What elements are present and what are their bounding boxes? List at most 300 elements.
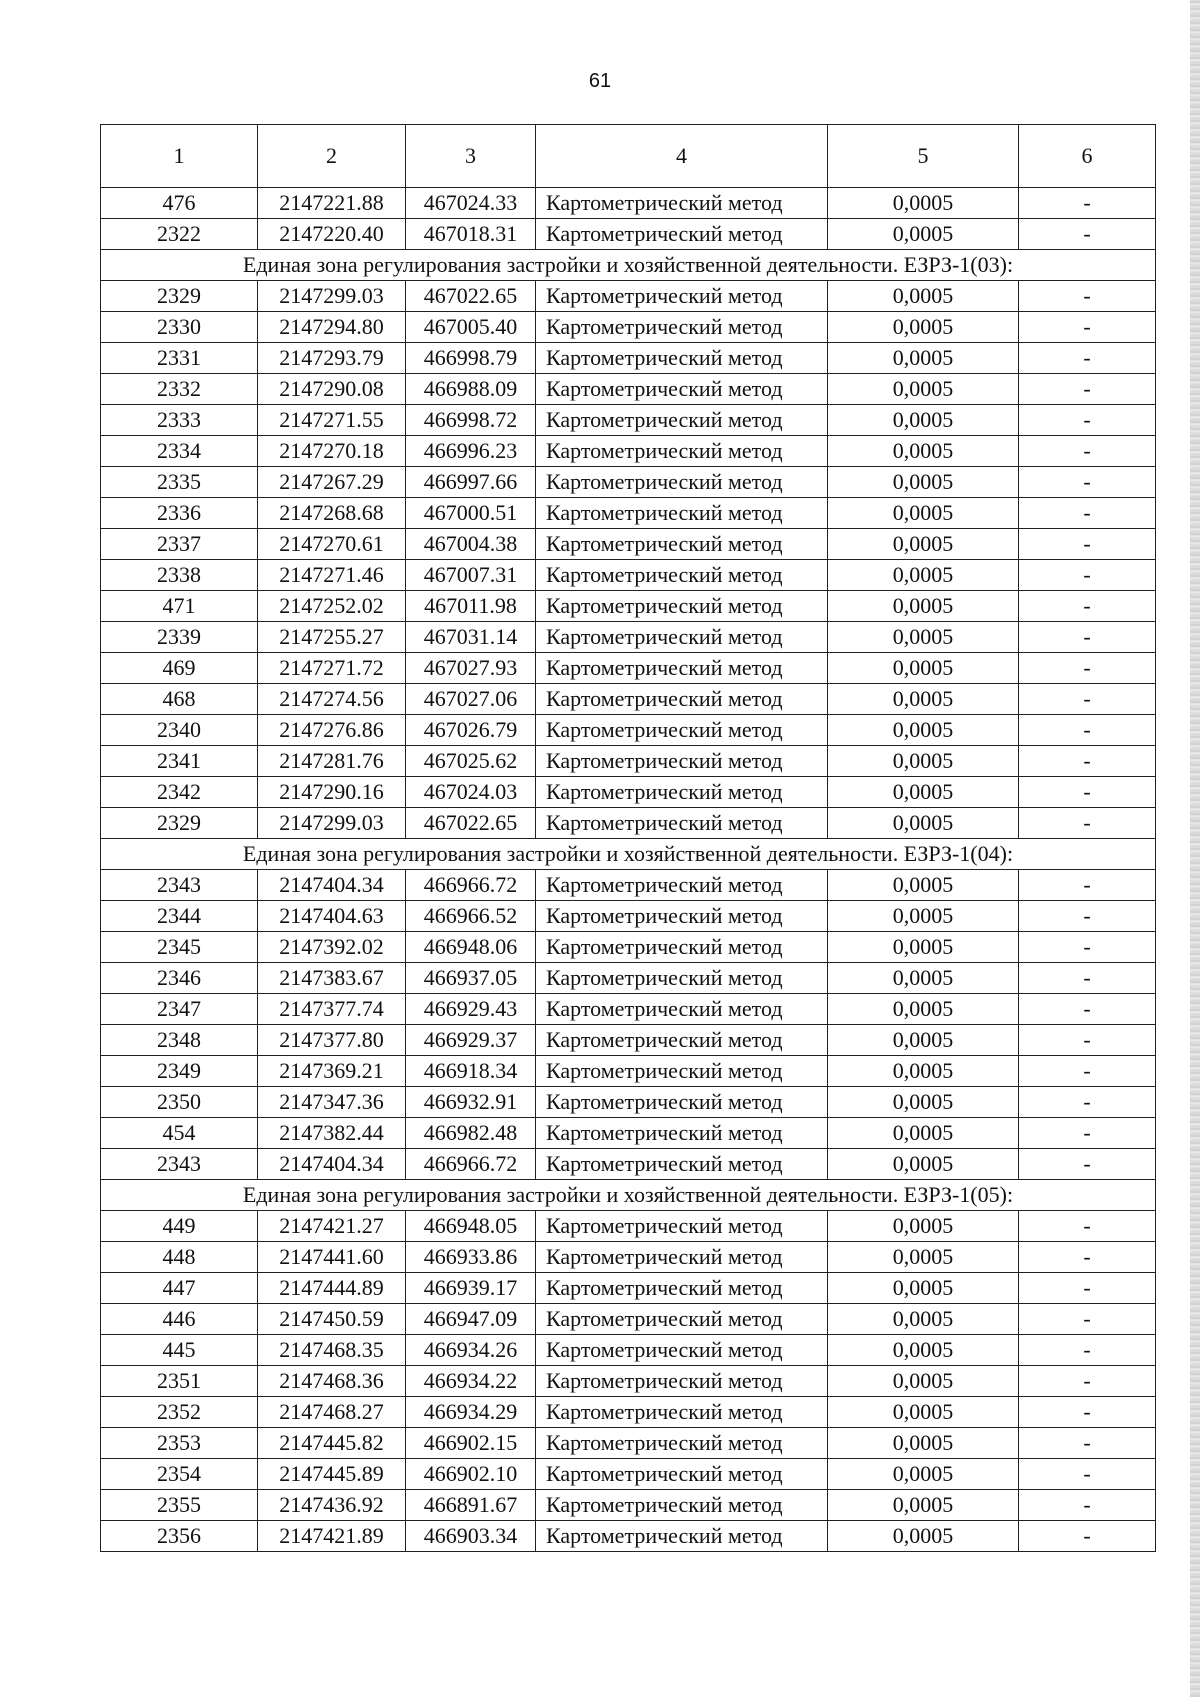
table-cell: 2147294.80 (258, 312, 406, 343)
table-cell: 0,0005 (828, 1118, 1019, 1149)
table-cell: 2333 (101, 405, 258, 436)
table-cell: 467007.31 (406, 560, 536, 591)
table-cell: - (1019, 467, 1156, 498)
table-cell: 466934.29 (406, 1397, 536, 1428)
table-cell: 2345 (101, 932, 258, 963)
table-cell: - (1019, 591, 1156, 622)
table-row (101, 1149, 1156, 1180)
coordinates-table (100, 124, 1156, 1552)
table-cell: 466966.72 (406, 1149, 536, 1180)
table-cell: 0,0005 (828, 963, 1019, 994)
table-cell: 2147436.92 (258, 1490, 406, 1521)
table-cell: Картометрический метод (536, 715, 828, 746)
column-header: 3 (406, 125, 536, 188)
table-cell: - (1019, 374, 1156, 405)
table-row (101, 715, 1156, 746)
table-cell: 454 (101, 1118, 258, 1149)
table-cell: - (1019, 1242, 1156, 1273)
table-cell: 2147468.35 (258, 1335, 406, 1366)
table-cell: 2332 (101, 374, 258, 405)
table-cell: 466934.26 (406, 1335, 536, 1366)
table-cell: - (1019, 870, 1156, 901)
table-cell: 0,0005 (828, 746, 1019, 777)
table-row (101, 467, 1156, 498)
table-cell: 2147421.27 (258, 1211, 406, 1242)
table-cell: 471 (101, 591, 258, 622)
table-row (101, 374, 1156, 405)
table-cell: 466948.06 (406, 932, 536, 963)
table-cell: 0,0005 (828, 684, 1019, 715)
table-cell: 2346 (101, 963, 258, 994)
table-cell: 466937.05 (406, 963, 536, 994)
table-cell: Картометрический метод (536, 684, 828, 715)
table-cell: 2147421.89 (258, 1521, 406, 1552)
table-cell: 0,0005 (828, 529, 1019, 560)
table-cell: 0,0005 (828, 219, 1019, 250)
table-cell: 466939.17 (406, 1273, 536, 1304)
table-cell: 2347 (101, 994, 258, 1025)
table-row (101, 746, 1156, 777)
table-cell: 0,0005 (828, 901, 1019, 932)
table-cell: 466998.72 (406, 405, 536, 436)
table-cell: 2336 (101, 498, 258, 529)
table-cell: 0,0005 (828, 1521, 1019, 1552)
table-row (101, 498, 1156, 529)
table-cell: 466902.15 (406, 1428, 536, 1459)
table-row (101, 343, 1156, 374)
table-cell: 2147404.34 (258, 870, 406, 901)
table-cell: - (1019, 715, 1156, 746)
table-cell: Картометрический метод (536, 994, 828, 1025)
table-cell: - (1019, 994, 1156, 1025)
table-cell: 466998.79 (406, 343, 536, 374)
table-row (101, 777, 1156, 808)
table-cell: Картометрический метод (536, 1304, 828, 1335)
table-cell: 0,0005 (828, 622, 1019, 653)
table-cell: Картометрический метод (536, 1118, 828, 1149)
table-cell: 476 (101, 188, 258, 219)
table-cell: - (1019, 1087, 1156, 1118)
table-row (101, 1273, 1156, 1304)
table-cell: Картометрический метод (536, 436, 828, 467)
table-row (101, 1242, 1156, 1273)
table-cell: 2147281.76 (258, 746, 406, 777)
table-cell: 0,0005 (828, 312, 1019, 343)
table-cell: 0,0005 (828, 994, 1019, 1025)
table-cell: Картометрический метод (536, 1056, 828, 1087)
table-cell: - (1019, 1490, 1156, 1521)
table-cell: 2147274.56 (258, 684, 406, 715)
table-cell: 2147445.82 (258, 1428, 406, 1459)
table-cell: 2147221.88 (258, 188, 406, 219)
table-cell: 0,0005 (828, 1366, 1019, 1397)
table-row (101, 405, 1156, 436)
table-row (101, 219, 1156, 250)
table-cell: 0,0005 (828, 653, 1019, 684)
table-cell: 467022.65 (406, 281, 536, 312)
table-cell: 467024.03 (406, 777, 536, 808)
table-cell: Картометрический метод (536, 870, 828, 901)
table-cell: Картометрический метод (536, 1366, 828, 1397)
table-cell: 467027.93 (406, 653, 536, 684)
table-cell: Картометрический метод (536, 777, 828, 808)
table-cell: 2329 (101, 808, 258, 839)
table-cell: - (1019, 932, 1156, 963)
table-row (101, 591, 1156, 622)
table-cell: Картометрический метод (536, 622, 828, 653)
table-cell: 2147271.46 (258, 560, 406, 591)
table-cell: 0,0005 (828, 1397, 1019, 1428)
table-cell: Картометрический метод (536, 560, 828, 591)
table-cell: 2147270.18 (258, 436, 406, 467)
section-title-row (101, 250, 1156, 281)
table-cell: Картометрический метод (536, 653, 828, 684)
column-header: 6 (1019, 125, 1156, 188)
table-cell: - (1019, 219, 1156, 250)
table-cell: - (1019, 188, 1156, 219)
table-cell: 467005.40 (406, 312, 536, 343)
table-cell: - (1019, 343, 1156, 374)
table-cell: - (1019, 1056, 1156, 1087)
table-cell: Картометрический метод (536, 1211, 828, 1242)
table-cell: 2342 (101, 777, 258, 808)
table-cell: 0,0005 (828, 374, 1019, 405)
table-row (101, 1304, 1156, 1335)
table-cell: 448 (101, 1242, 258, 1273)
table-cell: 2147382.44 (258, 1118, 406, 1149)
table-row (101, 1025, 1156, 1056)
table-cell: 468 (101, 684, 258, 715)
table-cell: Картометрический метод (536, 1428, 828, 1459)
table-cell: - (1019, 529, 1156, 560)
table-row (101, 1521, 1156, 1552)
table-cell: 2349 (101, 1056, 258, 1087)
table-cell: 2147290.08 (258, 374, 406, 405)
table-cell: 2147270.61 (258, 529, 406, 560)
table-cell: 2147268.68 (258, 498, 406, 529)
table-cell: 0,0005 (828, 715, 1019, 746)
table-cell: 2344 (101, 901, 258, 932)
table-cell: 447 (101, 1273, 258, 1304)
table-cell: Картометрический метод (536, 1273, 828, 1304)
table-cell: 2322 (101, 219, 258, 250)
table-cell: 0,0005 (828, 436, 1019, 467)
table-row (101, 188, 1156, 219)
table-row (101, 1428, 1156, 1459)
table-cell: Картометрический метод (536, 405, 828, 436)
table-row (101, 622, 1156, 653)
table-cell: 2338 (101, 560, 258, 591)
table-cell: Картометрический метод (536, 312, 828, 343)
section-title: Единая зона регулирования застройки и хозяйственной деятельности. ЕЗРЗ-1(04): (101, 839, 1156, 870)
section-title: Единая зона регулирования застройки и хозяйственной деятельности. ЕЗРЗ-1(03): (101, 250, 1156, 281)
table-cell: - (1019, 498, 1156, 529)
table-row (101, 1459, 1156, 1490)
table-cell: Картометрический метод (536, 932, 828, 963)
table-cell: 2147271.55 (258, 405, 406, 436)
table-cell: 2343 (101, 1149, 258, 1180)
table-cell: 2147444.89 (258, 1273, 406, 1304)
table-row (101, 994, 1156, 1025)
table-cell: - (1019, 1149, 1156, 1180)
table-cell: 2147267.29 (258, 467, 406, 498)
table-row (101, 1056, 1156, 1087)
table-cell: 466903.34 (406, 1521, 536, 1552)
table-header-row (101, 125, 1156, 188)
table-cell: 0,0005 (828, 1459, 1019, 1490)
table-cell: Картометрический метод (536, 498, 828, 529)
table-cell: - (1019, 1459, 1156, 1490)
table-cell: 2147377.80 (258, 1025, 406, 1056)
table-row (101, 560, 1156, 591)
table-cell: - (1019, 1521, 1156, 1552)
table-cell: Картометрический метод (536, 1087, 828, 1118)
table-cell: Картометрический метод (536, 746, 828, 777)
table-cell: - (1019, 312, 1156, 343)
table-cell: 466932.91 (406, 1087, 536, 1118)
table-cell: 2147377.74 (258, 994, 406, 1025)
table-cell: 466902.10 (406, 1459, 536, 1490)
table-cell: 2147347.36 (258, 1087, 406, 1118)
table-cell: - (1019, 1118, 1156, 1149)
table-cell: 0,0005 (828, 777, 1019, 808)
table-cell: 2351 (101, 1366, 258, 1397)
table-cell: - (1019, 1428, 1156, 1459)
column-header: 1 (101, 125, 258, 188)
table-cell: Картометрический метод (536, 1025, 828, 1056)
table-cell: 2147441.60 (258, 1242, 406, 1273)
table-cell: 445 (101, 1335, 258, 1366)
table-row (101, 436, 1156, 467)
table-cell: 2330 (101, 312, 258, 343)
table-cell: Картометрический метод (536, 1149, 828, 1180)
table-cell: 2147468.36 (258, 1366, 406, 1397)
table-cell: - (1019, 1211, 1156, 1242)
table-cell: 0,0005 (828, 1149, 1019, 1180)
table-cell: 2335 (101, 467, 258, 498)
table-cell: 0,0005 (828, 1335, 1019, 1366)
table-cell: 467027.06 (406, 684, 536, 715)
section-title-row (101, 839, 1156, 870)
table-row (101, 1211, 1156, 1242)
table-cell: 2343 (101, 870, 258, 901)
table-cell: - (1019, 808, 1156, 839)
table-cell: 0,0005 (828, 1304, 1019, 1335)
table-cell: 466933.86 (406, 1242, 536, 1273)
table-cell: 467004.38 (406, 529, 536, 560)
table-cell: 2329 (101, 281, 258, 312)
table-cell: 467025.62 (406, 746, 536, 777)
table-cell: 466948.05 (406, 1211, 536, 1242)
table-cell: 466929.37 (406, 1025, 536, 1056)
table-cell: 2147290.16 (258, 777, 406, 808)
table-cell: 0,0005 (828, 1211, 1019, 1242)
table-cell: 466929.43 (406, 994, 536, 1025)
table-cell: 467000.51 (406, 498, 536, 529)
table-cell: Картометрический метод (536, 963, 828, 994)
table-cell: 467022.65 (406, 808, 536, 839)
table-cell: - (1019, 1273, 1156, 1304)
table-cell: 2356 (101, 1521, 258, 1552)
table-row (101, 808, 1156, 839)
table-cell: 0,0005 (828, 1087, 1019, 1118)
table-cell: Картометрический метод (536, 1335, 828, 1366)
table-cell: - (1019, 560, 1156, 591)
table-cell: Картометрический метод (536, 219, 828, 250)
table-cell: Картометрический метод (536, 808, 828, 839)
table-cell: 2147271.72 (258, 653, 406, 684)
table-cell: 2350 (101, 1087, 258, 1118)
table-cell: - (1019, 281, 1156, 312)
table-cell: 2337 (101, 529, 258, 560)
section-title-row (101, 1180, 1156, 1211)
table-cell: 2353 (101, 1428, 258, 1459)
table-cell: - (1019, 622, 1156, 653)
table-cell: 466918.34 (406, 1056, 536, 1087)
table-cell: 0,0005 (828, 870, 1019, 901)
table-cell: 466997.66 (406, 467, 536, 498)
table-cell: - (1019, 746, 1156, 777)
table-cell: - (1019, 653, 1156, 684)
column-header: 4 (536, 125, 828, 188)
table-cell: Картометрический метод (536, 529, 828, 560)
table-cell: 0,0005 (828, 1056, 1019, 1087)
table-row (101, 529, 1156, 560)
table-cell: 469 (101, 653, 258, 684)
table-cell: Картометрический метод (536, 281, 828, 312)
table-cell: 2331 (101, 343, 258, 374)
table-cell: 2348 (101, 1025, 258, 1056)
table-cell: - (1019, 1025, 1156, 1056)
table-cell: Картометрический метод (536, 1397, 828, 1428)
table-cell: 466966.72 (406, 870, 536, 901)
table-cell: Картометрический метод (536, 467, 828, 498)
table-row (101, 1087, 1156, 1118)
table-cell: 466934.22 (406, 1366, 536, 1397)
page-number: 61 (588, 70, 612, 92)
table-body (101, 188, 1156, 1552)
table-cell: 0,0005 (828, 343, 1019, 374)
table-cell: 446 (101, 1304, 258, 1335)
table-cell: - (1019, 901, 1156, 932)
table-cell: Картометрический метод (536, 188, 828, 219)
table-cell: 0,0005 (828, 188, 1019, 219)
table-cell: 2147383.67 (258, 963, 406, 994)
table-cell: 0,0005 (828, 281, 1019, 312)
table-cell: 0,0005 (828, 405, 1019, 436)
table-cell: - (1019, 777, 1156, 808)
table-cell: 2147392.02 (258, 932, 406, 963)
column-header: 2 (258, 125, 406, 188)
table-cell: 466966.52 (406, 901, 536, 932)
table-cell: Картометрический метод (536, 1242, 828, 1273)
table-cell: 2147293.79 (258, 343, 406, 374)
table-cell: - (1019, 436, 1156, 467)
table-cell: 467031.14 (406, 622, 536, 653)
table-cell: Картометрический метод (536, 1490, 828, 1521)
table-row (101, 312, 1156, 343)
table-cell: 0,0005 (828, 932, 1019, 963)
table-cell: 0,0005 (828, 1490, 1019, 1521)
table-cell: 2147445.89 (258, 1459, 406, 1490)
table-cell: 2147252.02 (258, 591, 406, 622)
table-row (101, 1335, 1156, 1366)
table-cell: 2147468.27 (258, 1397, 406, 1428)
table-cell: 2147255.27 (258, 622, 406, 653)
table-cell: 2147276.86 (258, 715, 406, 746)
table-cell: 466988.09 (406, 374, 536, 405)
table-cell: 467018.31 (406, 219, 536, 250)
table-cell: 2340 (101, 715, 258, 746)
table-cell: 0,0005 (828, 560, 1019, 591)
table-cell: - (1019, 1397, 1156, 1428)
table-row (101, 963, 1156, 994)
scan-edge (1190, 0, 1200, 1697)
table-cell: 0,0005 (828, 467, 1019, 498)
table-cell: 449 (101, 1211, 258, 1242)
table-row (101, 653, 1156, 684)
table-cell: - (1019, 1304, 1156, 1335)
table-cell: 2147404.34 (258, 1149, 406, 1180)
table-cell: Картометрический метод (536, 901, 828, 932)
table-cell: 466947.09 (406, 1304, 536, 1335)
table-cell: 0,0005 (828, 1242, 1019, 1273)
table-cell: Картометрический метод (536, 374, 828, 405)
table-row (101, 1366, 1156, 1397)
table-row (101, 901, 1156, 932)
table-cell: Картометрический метод (536, 591, 828, 622)
table-row (101, 870, 1156, 901)
table-row (101, 281, 1156, 312)
table-row (101, 1118, 1156, 1149)
section-title: Единая зона регулирования застройки и хозяйственной деятельности. ЕЗРЗ-1(05): (101, 1180, 1156, 1211)
table-cell: 466982.48 (406, 1118, 536, 1149)
table-cell: Картометрический метод (536, 343, 828, 374)
table-cell: 0,0005 (828, 591, 1019, 622)
table-cell: 2354 (101, 1459, 258, 1490)
column-header: 5 (828, 125, 1019, 188)
table-cell: 0,0005 (828, 1428, 1019, 1459)
table-cell: 2341 (101, 746, 258, 777)
table-cell: 466891.67 (406, 1490, 536, 1521)
table-cell: 2147299.03 (258, 808, 406, 839)
table-cell: 467011.98 (406, 591, 536, 622)
table-cell: 466996.23 (406, 436, 536, 467)
table-row (101, 1490, 1156, 1521)
table-cell: 467024.33 (406, 188, 536, 219)
table-cell: - (1019, 1366, 1156, 1397)
table-cell: - (1019, 405, 1156, 436)
table-cell: 0,0005 (828, 498, 1019, 529)
table-cell: 2355 (101, 1490, 258, 1521)
table-cell: 2147369.21 (258, 1056, 406, 1087)
table-row (101, 684, 1156, 715)
table-cell: 2334 (101, 436, 258, 467)
table-cell: 2339 (101, 622, 258, 653)
table-cell: 2147450.59 (258, 1304, 406, 1335)
table-cell: 2147404.63 (258, 901, 406, 932)
table-row (101, 1397, 1156, 1428)
table-cell: 0,0005 (828, 1273, 1019, 1304)
table-cell: Картометрический метод (536, 1459, 828, 1490)
table-cell: 2147220.40 (258, 219, 406, 250)
table-cell: 2352 (101, 1397, 258, 1428)
table-cell: 2147299.03 (258, 281, 406, 312)
table-cell: 0,0005 (828, 808, 1019, 839)
table-cell: 467026.79 (406, 715, 536, 746)
table-cell: - (1019, 963, 1156, 994)
table-row (101, 932, 1156, 963)
